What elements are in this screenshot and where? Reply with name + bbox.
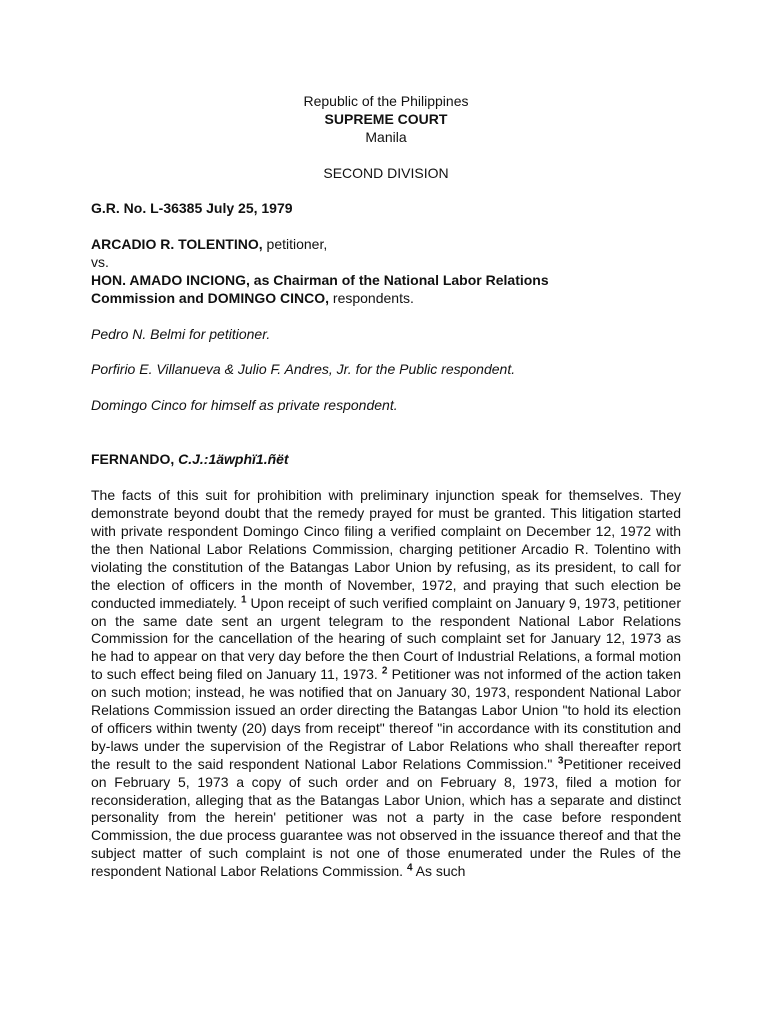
document-header xyxy=(91,92,681,182)
counsel-public-respondent: Porfirio E. Villanueva & Julio F. Andres, Jr. for the Public respondent. xyxy=(91,361,516,378)
respondent-role: respondents. xyxy=(329,289,414,306)
document-page xyxy=(91,92,681,881)
author-title: C.J.:1äwphï1.ñët xyxy=(178,451,289,468)
counsel-private-respondent: Domingo Cinco for himself as private respondent. xyxy=(91,397,398,414)
respondent-name-line1: HON. AMADO INCIONG, as Chairman of the National Labor Relations xyxy=(91,271,549,288)
opinion-segment-5: As such xyxy=(412,863,466,880)
footnote-ref-4[interactable]: 4 xyxy=(406,862,413,874)
opinion-segment-3: Petitioner was not informed of the action taken on such motion; instead, he was notified that on January 30, 1973, respondent National Labor Relations Commission issued an order directing the Batangas Labor Union "to hold its election of officers within twenty (20) days from receipt" thereof "in accordance with its constitution and by-laws under the supervision of the Registrar of Labor Relations who shall thereafter report the result to the said respondent National Labor Relations Commission." xyxy=(91,666,681,772)
petitioner-name: ARCADIO R. TOLENTINO, xyxy=(91,235,263,252)
respondent-name-line2: Commission and DOMINGO CINCO, xyxy=(91,289,330,306)
opinion-segment-2: Upon receipt of such verified complaint on January 9, 1973, petitioner on the same date sent an urgent telegram to the respondent National Labor Relations Commission for the cancellation of the hearing of such complaint set for January 12, 1973 as he had to appear on that very day before the then Court of Industrial Relations, a formal motion to such effect being filed on January 11, 1973. xyxy=(91,594,681,683)
header-division: SECOND DIVISION xyxy=(323,165,449,181)
case-number: G.R. No. L-36385 July 25, 1979 xyxy=(91,200,293,216)
petitioner-role: petitioner, xyxy=(262,235,328,252)
opinion-paragraph xyxy=(91,487,681,881)
counsel-petitioner: Pedro N. Belmi for petitioner. xyxy=(91,325,271,342)
versus-text: vs. xyxy=(91,253,109,270)
header-country: Republic of the Philippines xyxy=(303,93,469,109)
case-parties xyxy=(91,236,681,308)
opinion-segment-1: The facts of this suit for prohibition with preliminary injunction speak for themselves. They demonstrate beyond doubt that the remedy prayed for must be granted. This litigation started with private respondent Domingo Cinco filing a verified complaint on December 12, 1972 with the then National Labor Relations Commission, charging petitioner Arcadio R. Tolentino with violating the constitution of the Batangas Labor Union by refusing, as its president, to call for the election of officers in the month of November, 1972, and praying that such election be conducted immediately. xyxy=(91,487,681,611)
header-court: SUPREME COURT xyxy=(324,111,448,127)
opinion-author xyxy=(91,451,681,469)
footnote-ref-3[interactable]: 3 xyxy=(557,755,564,767)
author-name: FERNANDO, xyxy=(91,451,179,468)
footnote-ref-2[interactable]: 2 xyxy=(381,665,388,677)
header-city: Manila xyxy=(365,129,407,145)
footnote-ref-1[interactable]: 1 xyxy=(240,593,247,605)
opinion-segment-4: Petitioner received on February 5, 1973 a copy of such order and on February 8, 1973, filed a motion for reconsideration, alleging that as the Batangas Labor Union, which has a separate and distinct personality from the herein' petitioner was not a party in the case before respondent Commission, the due process guarantee was not observed in the issuance thereof and that the subject matter of such complaint is not one of those enumerated under the Rules of the respondent National Labor Relations Commission. xyxy=(91,755,681,880)
